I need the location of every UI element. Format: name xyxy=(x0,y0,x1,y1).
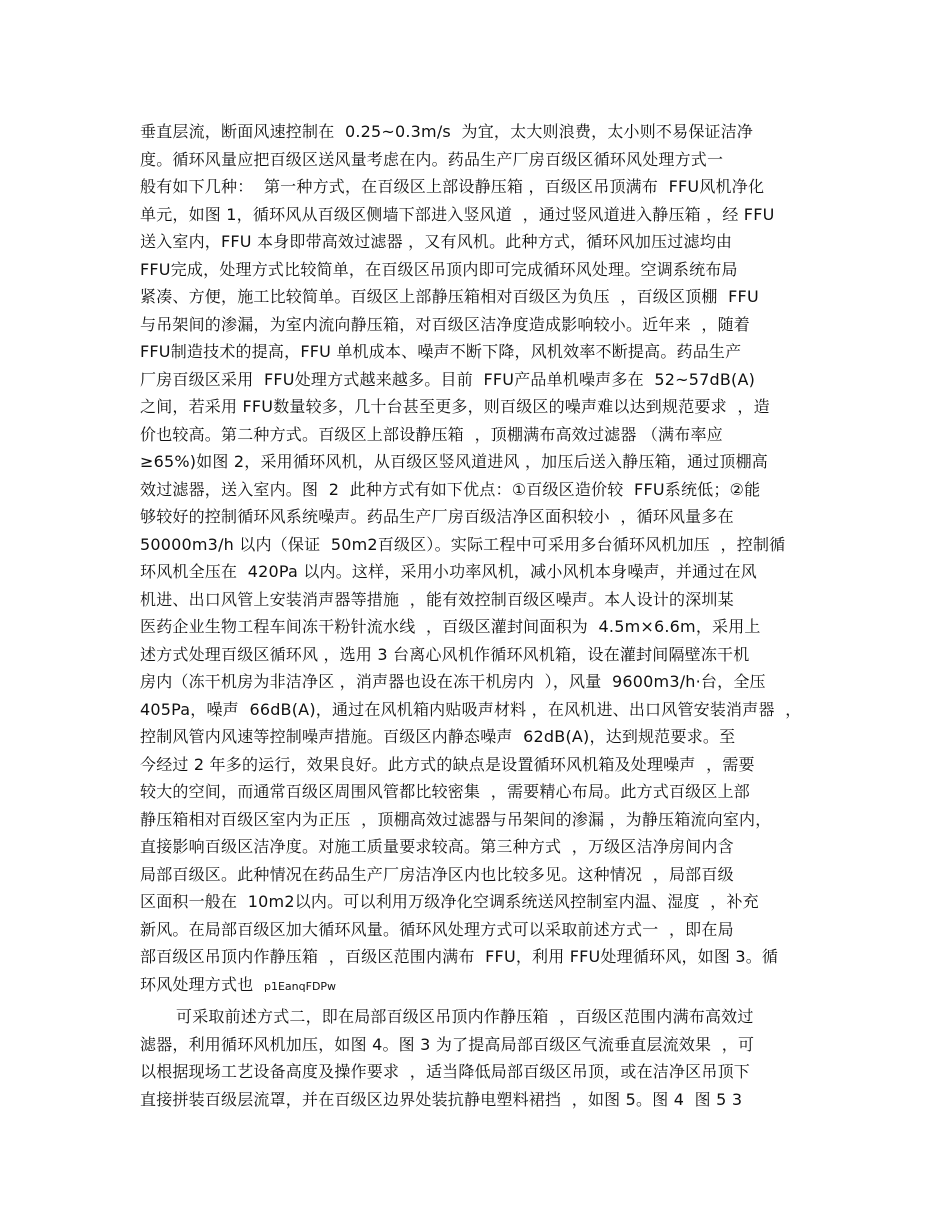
text-line: 区面积一般在 10m2以内。可以利用万级净化空调系统送风控制室内温、湿度 ，补充 xyxy=(140,892,759,911)
text-line: 医药企业生物工程车间冻干粉针流水线 ，百级区灌封间面积为 4.5m×6.6m，采用上 xyxy=(140,617,761,636)
text-line: 与吊架间的渗漏，为室内流向静压箱，对百级区洁净度造成影响较小。近年来 ，随着 xyxy=(140,314,750,334)
text-line: 单元，如图 1，循环风从百级区侧墙下部进入竖风道 ，通过竖风道进入静压箱 ，经 FFU xyxy=(140,204,775,224)
text-line: 送入室内，FFU 本身即带高效过滤器 ，又有风机。此种方式，循环风加压过滤均由 xyxy=(140,232,733,251)
text-line: 局部百级区。此种情况在药品生产厂房洁净区内也比较多见。这种情况 ，局部百级 xyxy=(140,864,734,884)
text-line: 价也较高。第二种方式。百级区上部设静压箱 ，顶棚满布高效过滤器 （满布率应 xyxy=(140,424,723,444)
text-line: 述方式处理百级区循环风 ，选用 3 台离心风机作循环风机箱，设在灌封间隔壁冻干机 xyxy=(140,644,750,664)
text-fragment: 环风处理方式也 xyxy=(140,974,254,994)
text-line: 405Pa，噪声 66dB(A)，通过在风机箱内贴吸声材料 ，在风机进、出口风管安装消声器 ， xyxy=(140,699,802,719)
text-line: 直接影响百级区洁净度。对施工质量要求较高。第三种方式 ，万级区洁净房间内含 xyxy=(140,837,734,856)
text-line: 厂房百级区采用 FFU处理方式越来越多。目前 FFU产品单机噪声多在 52~57dB(A) xyxy=(140,369,756,389)
text-line: 机进、出口风管上安装消声器等措施 ，能有效控制百级区噪声。本人设计的深圳某 xyxy=(140,589,734,609)
text-line: 够较好的控制循环风系统噪声。药品生产厂房百级洁净区面积较小 ，循环风量多在 xyxy=(140,507,734,526)
text-line: 新风。在局部百级区加大循环风量。循环风处理方式可以采取前述方式一 ，即在局 xyxy=(140,919,734,939)
text-line: 垂直层流，断面风速控制在 0.25~0.3m/s 为宜，太大则浪费，太小则不易保证洁净 xyxy=(140,122,754,141)
document-tag: p1EanqFDPw xyxy=(263,979,337,993)
text-line: ≥65%)如图 2，采用循环风机，从百级区竖风道进风 ，加压后送入静压箱，通过顶棚高 xyxy=(140,452,768,471)
text-line: 房内（冻干机房为非洁净区 ，消声器也设在冻干机房内 ），风量 9600m3/h·台，全压 xyxy=(140,672,766,691)
text-line: 部百级区吊顶内作静压箱 ，百级区范围内满布 FFU，利用 FFU处理循环风，如图 3。循 xyxy=(140,947,779,966)
text-line: 滤器，利用循环风机加压，如图 4。图 3 为了提高局部百级区气流垂直层流效果 ，可 xyxy=(140,1034,755,1054)
text-line: 较大的空间，而通常百级区周围风管都比较密集 ，需要精心布局。此方式百级区上部 xyxy=(140,782,750,801)
text-line: 50000m3/h 以内（保证 50m2百级区）。实际工程中可采用多台循环风机加压 ，控制循 xyxy=(140,534,786,554)
text-line: 度。循环风量应把百级区送风量考虑在内。药品生产厂房百级区循环风处理方式一 xyxy=(140,149,724,169)
paragraph-1 xyxy=(140,118,820,998)
text-line: 今经过 2 年多的运行，效果良好。此方式的缺点是设置循环风机箱及处理噪声 ，需要 xyxy=(140,754,755,774)
text-line: 紧凑、方便，施工比较简单。百级区上部静压箱相对百级区为负压 ，百级区顶棚 FFU xyxy=(140,287,759,306)
text-line: 以根据现场工艺设备高度及操作要求 ，适当降低局部百级区吊顶，或在洁净区吊顶下 xyxy=(140,1062,750,1081)
text-line: 之间，若采用 FFU数量较多，几十台甚至更多，则百级区的噪声难以达到规范要求 ，造 xyxy=(140,397,770,416)
text-line: 效过滤器，送入室内。图 2 此种方式有如下优点：①百级区造价较 FFU系统低；②能 xyxy=(140,479,761,499)
text-line-last xyxy=(140,971,820,999)
text-line: FFU完成，处理方式比较简单，在百级区吊顶内即可完成循环风处理。空调系统布局 xyxy=(140,259,738,279)
text-line: FFU制造技术的提高，FFU 单机成本、噪声不断下降，风机效率不断提高。药品生产 xyxy=(140,342,742,361)
text-line: 直接拼装百级层流罩，并在百级区边界处装抗静电塑料裙挡 ，如图 5。图 4 图 5 3 xyxy=(140,1089,743,1109)
text-line: 环风机全压在 420Pa 以内。这样，采用小功率风机，减小风机本身噪声，并通过在风 xyxy=(140,562,757,581)
text-line: 可采取前述方式二，即在局部百级区吊顶内作静压箱 ，百级区范围内满布高效过 xyxy=(176,1007,754,1026)
text-line: 般有如下几种： 第一种方式，在百级区上部设静压箱 ，百级区吊顶满布 FFU风机净化 xyxy=(140,177,765,196)
document-body xyxy=(140,118,820,1113)
text-line: 静压箱相对百级区室内为正压 ，顶棚高效过滤器与吊架间的渗漏 ，为静压箱流向室内， xyxy=(140,809,772,829)
paragraph-2 xyxy=(140,1003,820,1113)
text-line: 控制风管内风速等控制噪声措施。百级区内静态噪声 62dB(A)，达到规范要求。至 xyxy=(140,727,736,746)
